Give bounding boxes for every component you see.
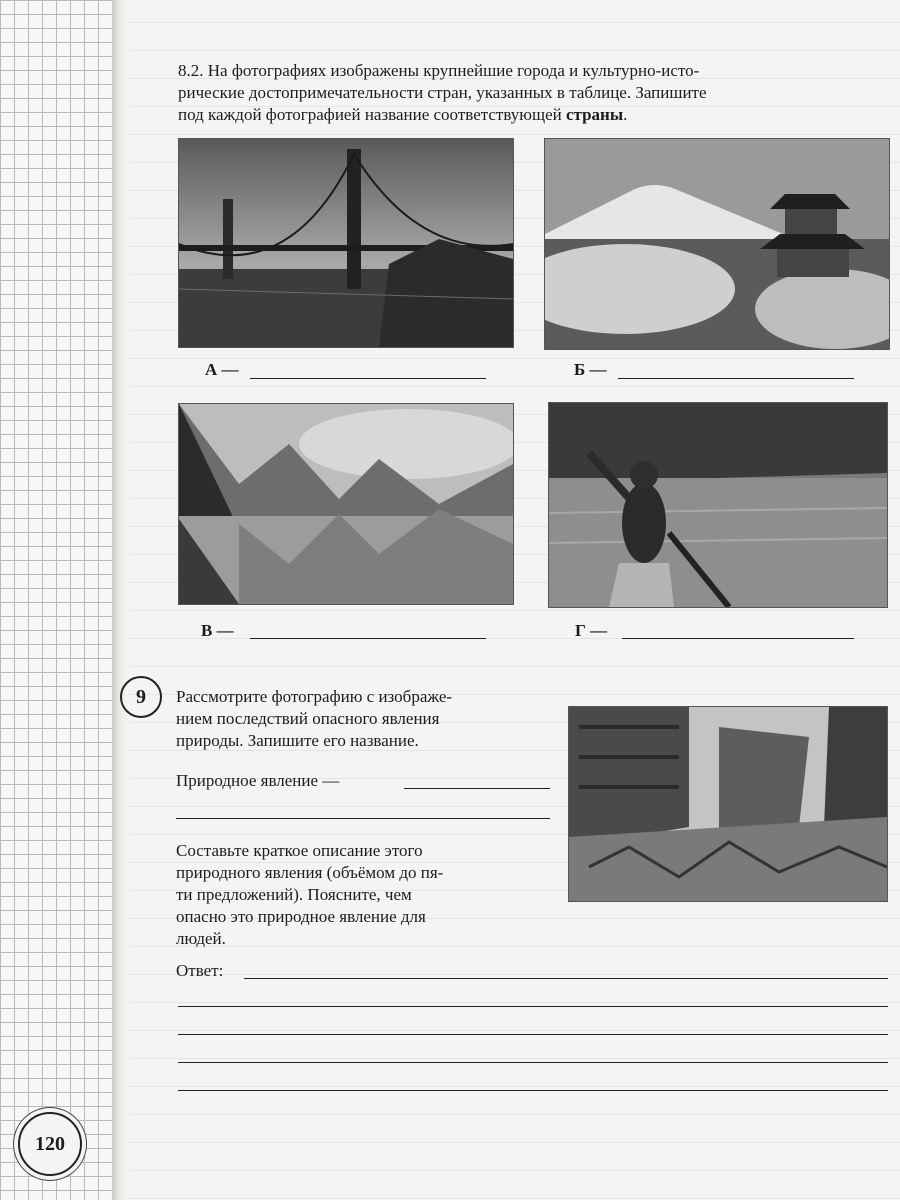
task-9-d-line-5: людей. bbox=[176, 929, 226, 948]
task-9-q-line-2: нием последствий опасного явления bbox=[176, 709, 440, 728]
task-9-number: 9 bbox=[120, 676, 162, 718]
task-8-2-line-2: рические достопримечательности стран, указанных в таблице. Запишите bbox=[178, 83, 707, 102]
task-9-description bbox=[176, 840, 552, 950]
answer-line-2[interactable] bbox=[178, 1006, 888, 1007]
answer-line-b[interactable] bbox=[618, 378, 854, 379]
caption-v: В — bbox=[201, 621, 234, 640]
task-8-2-text bbox=[178, 60, 890, 126]
photo-v-mountain-lake bbox=[178, 403, 514, 605]
phenomenon-label: Природное явление — bbox=[176, 771, 340, 790]
photo-a-bridge bbox=[178, 138, 514, 348]
photo-g-tribesman bbox=[548, 402, 888, 608]
caption-a: А — bbox=[205, 360, 239, 379]
page-number: 120 bbox=[18, 1112, 82, 1176]
answer-line-g[interactable] bbox=[622, 638, 854, 639]
answer-line-3[interactable] bbox=[178, 1034, 888, 1035]
grid-margin bbox=[0, 0, 112, 1200]
task-9-d-line-4: опасно это природное явление для bbox=[176, 907, 426, 926]
phenomenon-answer-line-2[interactable] bbox=[176, 818, 550, 819]
page-fold bbox=[112, 0, 126, 1200]
task-9-d-line-1: Составьте краткое описание этого bbox=[176, 841, 423, 860]
answer-line-v[interactable] bbox=[250, 638, 486, 639]
task-8-2-line-1: 8.2. На фотографиях изображены крупнейшие города и культурно-исто- bbox=[178, 61, 700, 80]
emphasis-strany: страны bbox=[565, 105, 624, 124]
answer-line-1[interactable] bbox=[244, 978, 888, 979]
caption-g: Г — bbox=[575, 621, 608, 640]
task-9-q-line-1: Рассмотрите фотографию с изображе- bbox=[176, 687, 453, 706]
task-9-d-line-2: природного явления (объёмом до пя- bbox=[176, 863, 444, 882]
caption-b: Б — bbox=[574, 360, 607, 379]
task-9-d-line-3: ти предложений). Поясните, чем bbox=[176, 885, 412, 904]
task-9-q-line-3: природы. Запишите его название. bbox=[176, 731, 419, 750]
task-9-question bbox=[176, 686, 552, 752]
answer-line-4[interactable] bbox=[178, 1062, 888, 1063]
task-8-2-line-3: под каждой фотографией название соответствующей страны. bbox=[178, 105, 628, 124]
photo-earthquake bbox=[568, 706, 888, 902]
answer-label: Ответ: bbox=[176, 961, 224, 980]
photo-b-fuji bbox=[544, 138, 890, 350]
phenomenon-answer-line[interactable] bbox=[404, 788, 550, 789]
answer-line-5[interactable] bbox=[178, 1090, 888, 1091]
answer-line-a[interactable] bbox=[250, 378, 486, 379]
